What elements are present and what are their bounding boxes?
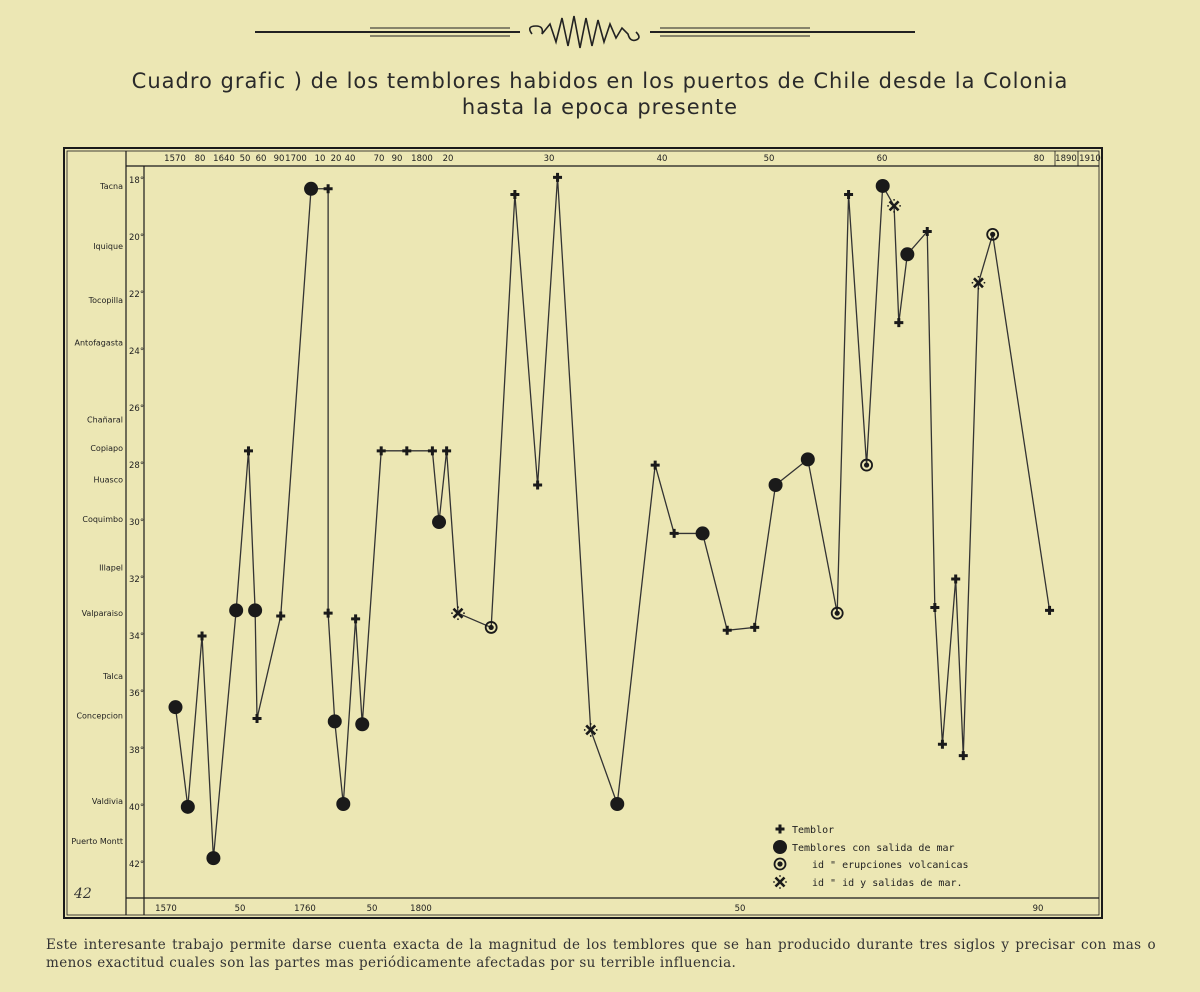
top-tick-label: 90 [391, 154, 403, 164]
data-point-mar [900, 247, 914, 261]
top-tick-label: 20 [442, 154, 454, 164]
city-label: Coquimbo [82, 515, 123, 525]
top-tick-label: 1890 [1055, 154, 1077, 164]
data-point-temblor [324, 609, 333, 618]
city-label: Talca [103, 671, 123, 681]
data-point-temblor [750, 623, 759, 632]
top-tick-label: 40 [656, 154, 668, 164]
data-point-temblor [253, 714, 262, 723]
lat-tick-label: 28° [129, 461, 145, 472]
data-point-mar [696, 526, 710, 540]
data-point-temblor [377, 446, 386, 455]
lat-tick-label: 40° [129, 802, 145, 813]
data-point-mar [229, 603, 243, 617]
top-tick-label: 1910 [1079, 154, 1101, 164]
top-tick-label: 50 [763, 154, 775, 164]
data-point-mar [304, 182, 318, 196]
data-point-temblor [402, 446, 411, 455]
lat-tick-label: 30° [129, 518, 145, 529]
data-point-temblor [894, 318, 903, 327]
data-point-mar [432, 515, 446, 529]
lat-tick-label: 22° [129, 290, 145, 301]
data-point-temblor [533, 481, 542, 490]
city-label: Tacna [100, 181, 123, 191]
legend-label: id " id y salidas de mar. [812, 878, 963, 889]
data-point-temblor [670, 529, 679, 538]
top-tick-label: 1800 [411, 154, 433, 164]
top-tick-label: 20 [330, 154, 342, 164]
bottom-tick-label: 1800 [410, 904, 432, 914]
top-tick-label: 1570 [164, 154, 186, 164]
data-point-temblor [276, 612, 285, 621]
top-tick-label: 90 [273, 154, 285, 164]
data-point-temblor [938, 740, 947, 749]
chart-title-line2: hasta la epoca presente [461, 95, 739, 119]
data-point-temblor [1045, 606, 1054, 615]
legend-marker-mar [773, 840, 787, 854]
bottom-year-axis [155, 904, 1043, 914]
top-year-axis [164, 154, 1101, 164]
bottom-tick-label: 1570 [155, 904, 177, 914]
legend-item [773, 875, 962, 889]
legend-item [776, 825, 835, 837]
bottom-tick-label: 50 [366, 904, 378, 914]
data-point-temblor [324, 184, 333, 193]
top-tick-label: 1640 [213, 154, 235, 164]
city-label: Chañaral [87, 415, 123, 425]
city-label: Copiapo [90, 443, 123, 453]
data-point-temblor [930, 603, 939, 612]
data-point-temblor [244, 446, 253, 455]
city-label: Valparaiso [81, 609, 123, 619]
data-point-mar [248, 603, 262, 617]
lat-tick-label: 18° [129, 176, 145, 187]
chart-title-line1: Cuadro grafic ) de los temblores habidos en los puertos de Chile desde la Colonia [131, 69, 1069, 93]
data-point-temblor [428, 446, 437, 455]
bottom-tick-label: 50 [234, 904, 246, 914]
legend-marker-volcan [775, 859, 786, 870]
city-label: Iquique [93, 241, 123, 251]
legend [773, 825, 969, 890]
lat-tick-label: 32° [129, 574, 145, 585]
series-line [175, 177, 1049, 858]
top-tick-label: 1700 [285, 154, 307, 164]
data-point-temblor [351, 614, 360, 623]
lat-tick-label: 24° [129, 347, 145, 358]
series-line-path [175, 177, 1049, 858]
top-tick-label: 30 [543, 154, 555, 164]
series-markers [168, 173, 1054, 865]
data-point-temblor [510, 190, 519, 199]
corner-mark: 42 [74, 886, 92, 902]
bottom-tick-label: 50 [734, 904, 746, 914]
data-point-mar [336, 797, 350, 811]
data-point-mar [168, 700, 182, 714]
lat-tick-label: 42° [129, 859, 145, 870]
outer-border [64, 148, 1102, 918]
data-point-temblor [951, 574, 960, 583]
legend-label: Temblor [792, 825, 835, 836]
city-label: Valdivia [91, 797, 123, 807]
latitude-axis [129, 176, 144, 870]
top-tick-label: 80 [1033, 154, 1045, 164]
data-point-mar [769, 478, 783, 492]
data-point-temblor [442, 446, 451, 455]
top-tick-label: 70 [373, 154, 385, 164]
city-label: Huasco [93, 475, 123, 485]
data-point-temblor [723, 626, 732, 635]
lat-tick-label: 38° [129, 745, 145, 756]
lat-tick-label: 34° [129, 631, 145, 642]
top-tick-label: 40 [344, 154, 356, 164]
data-point-mar [328, 714, 342, 728]
top-tick-label: 60 [255, 154, 267, 164]
city-label: Antofagasta [74, 338, 123, 348]
top-tick-label: 10 [314, 154, 326, 164]
legend-label: Temblores con salida de mar [792, 843, 955, 854]
legend-label: id " erupciones volcanicas [812, 860, 969, 871]
data-point-mar [181, 800, 195, 814]
chart-frame [64, 148, 1102, 918]
city-axis [71, 182, 123, 846]
data-point-temblor [198, 631, 207, 640]
lat-tick-label: 36° [129, 688, 145, 699]
data-point-temblor [553, 173, 562, 182]
data-point-temblor [844, 190, 853, 199]
caption: Este interesante trabajo permite darse cuenta exacta de la magnitud de los temblores que se han producido durante tres siglos y precisar con mas o menos exactitud cuales son las partes mas periódicamente afectadas por su terrible influencia. [46, 937, 1156, 971]
bottom-tick-label: 90 [1032, 904, 1044, 914]
inner-border [67, 151, 1099, 915]
data-point-mar [355, 717, 369, 731]
data-point-temblor [651, 461, 660, 470]
city-label: Tocopilla [88, 295, 123, 305]
data-point-mar [801, 452, 815, 466]
legend-item [775, 859, 969, 872]
data-point-temblor [959, 751, 968, 760]
data-point-mar [206, 851, 220, 865]
city-label: Concepcion [76, 711, 123, 721]
lat-tick-label: 26° [129, 404, 145, 415]
data-point-mar [610, 797, 624, 811]
legend-item [773, 840, 955, 854]
top-tick-label: 60 [876, 154, 888, 164]
top-tick-label: 80 [194, 154, 206, 164]
lat-tick-label: 20° [129, 233, 145, 244]
city-label: Illapel [99, 563, 123, 573]
legend-marker-temblor [776, 825, 785, 834]
city-label: Puerto Montt [71, 837, 123, 847]
top-tick-label: 50 [239, 154, 251, 164]
data-point-mar [876, 179, 890, 193]
bottom-tick-label: 1760 [294, 904, 316, 914]
legend-marker-volcan_mar [773, 875, 787, 889]
